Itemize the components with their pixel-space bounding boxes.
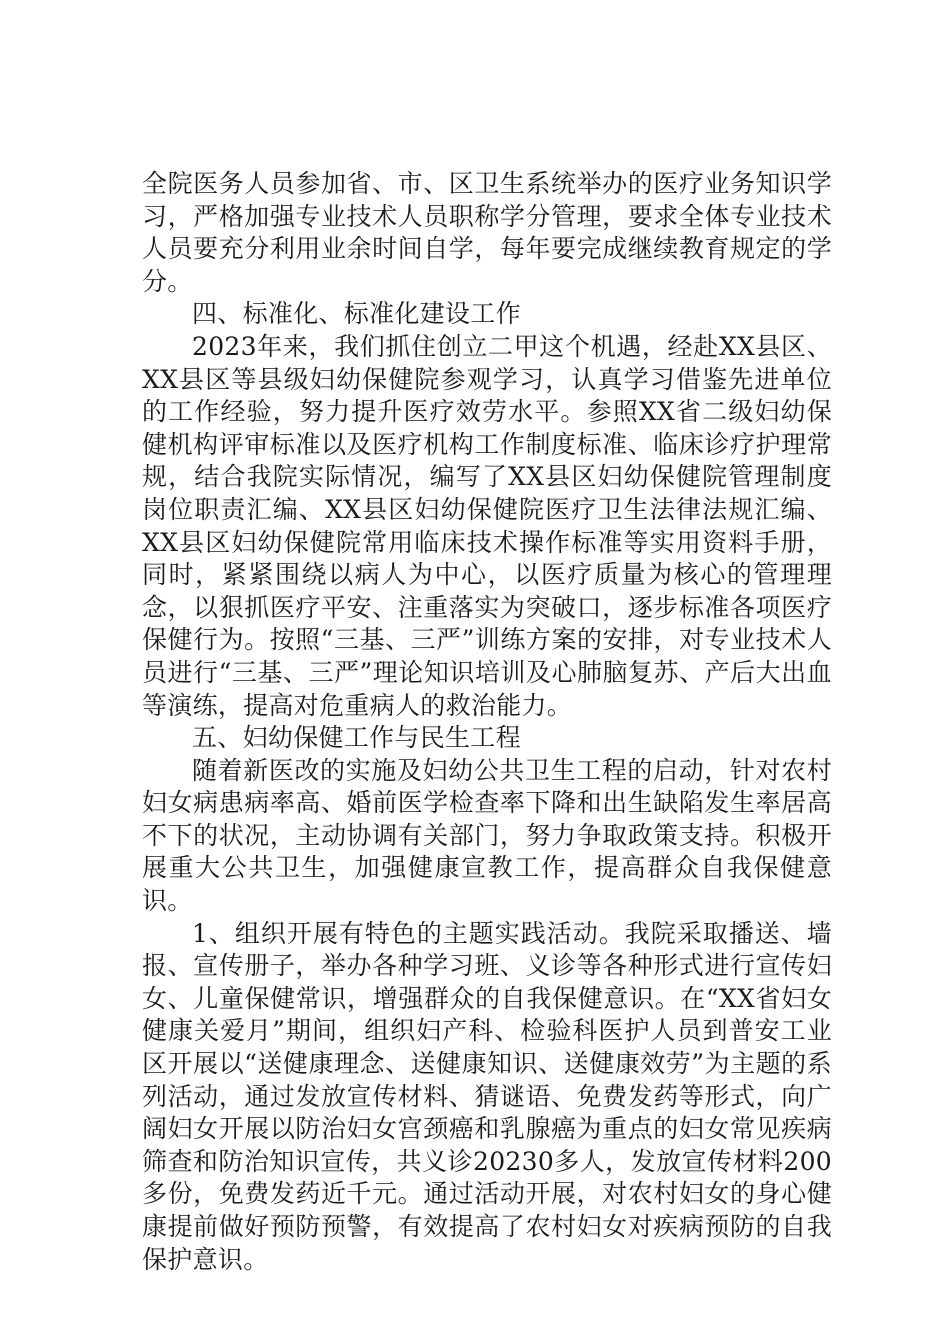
section-heading-maternal-child-health: 五、妇幼保健工作与民生工程 (192, 723, 521, 753)
paragraph-public-health: 随着新医改的实施及妇幼公共卫生工程的启动，针对农村妇女病患病率高、婚前医学检查率下降和出生缺陷发生率居高不下的状况，主动协调有关部门，努力争取政策支持。积极开展重大公共卫生，加强健康宣教工作，提高群众自我保健意识。 (142, 755, 832, 916)
section-heading-standardization: 四、标准化、标准化建设工作 (192, 299, 521, 329)
paragraph-themed-activities: 1、组织开展有特色的主题实践活动。我院采取播送、墙报、宣传册子，举办各种学习班、义诊等各种形式进行宣传妇女、儿童保健常识，增强群众的自我保健意识。在“XX省妇女健康关爱月”期间，组织妇产科、检验科医护人员到普安工业区开展以“送健康理念、送健康知识、送健康效劳”为主题的系列活动，通过发放宣传材料、猜谜语、免费发药等形式，向广阔妇女开展以防治妇女宫颈癌和乳腺癌为重点的妇女常见疾病筛查和防治知识宣传，共义诊20230多人，发放宣传材料200多份，免费发药近千元。通过活动开展，对农村妇女的身心健康提前做好预防预警，有效提高了农村妇女对疾病预防的自我保护意识。 (142, 918, 832, 1274)
paragraph-continuation: 全院医务人员参加省、市、区卫生系统举办的医疗业务知识学习，严格加强专业技术人员职称学分管理，要求全体专业技术人员要充分利用业余时间自学，每年要完成继续教育规定的学分。 (142, 169, 832, 296)
document-body (142, 168, 832, 1276)
paragraph-standardization-work: 2023年来，我们抓住创立二甲这个机遇，经赴XX县区、XX县区等县级妇幼保健院参观学习，认真学习借鉴先进单位的工作经验，努力提升医疗效劳水平。参照XX省二级妇幼保健机构评审标准以及医疗机构工作制度标准、临床诊疗护理常规，结合我院实际情况，编写了XX县区妇幼保健院管理制度岗位职责汇编、XX县区妇幼保健院医疗卫生法律法规汇编、XX县区妇幼保健院常用临床技术操作标准等实用资料手册，同时，紧紧围绕以病人为中心，以医疗质量为核心的管理理念，以狠抓医疗平安、注重落实为突破口，逐步标准各项医疗保健行为。按照“三基、三严”训练方案的安排，对专业技术人员进行“三基、三严”理论知识培训及心肺脑复苏、产后大出血等演练，提高对危重病人的救治能力。 (142, 331, 832, 720)
